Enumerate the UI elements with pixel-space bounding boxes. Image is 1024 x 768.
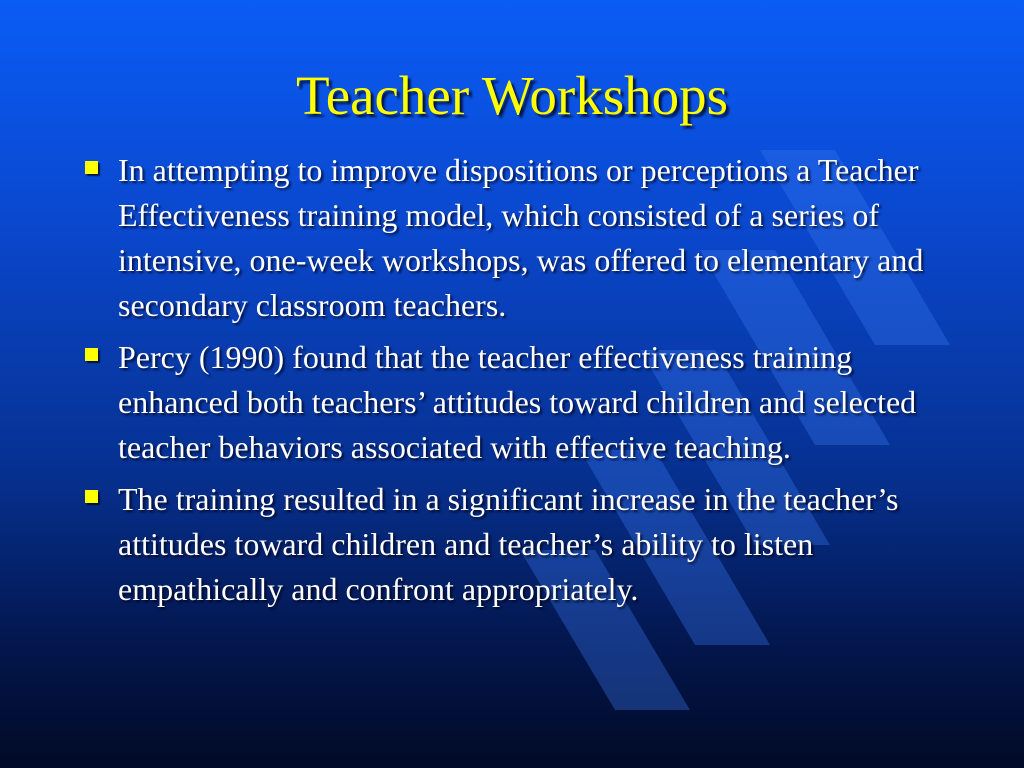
slide-title: Teacher Workshops [295,65,729,126]
bullet-list [80,148,950,619]
bullet-text: Percy (1990) found that the teacher effectiveness training enhanced both teachers’ attitudes toward children and selected teacher behaviors associated with effective teaching. [118,339,917,465]
square-bullet-icon [85,161,98,174]
square-bullet-icon [85,348,98,361]
square-bullet-icon [85,490,98,503]
bullet-text: In attempting to improve dispositions or perceptions a Teacher Effectiveness training model, which consisted of a series of intensive, one-week workshops, was offered to elementary and secondary classroom teachers. [118,152,924,323]
bullet-item [80,477,950,612]
bullet-item [80,335,950,470]
bullet-item [80,148,950,328]
bullet-text: The training resulted in a significant increase in the teacher’s attitudes toward children and teacher’s ability to listen empathically and confront appropriately. [118,481,899,607]
